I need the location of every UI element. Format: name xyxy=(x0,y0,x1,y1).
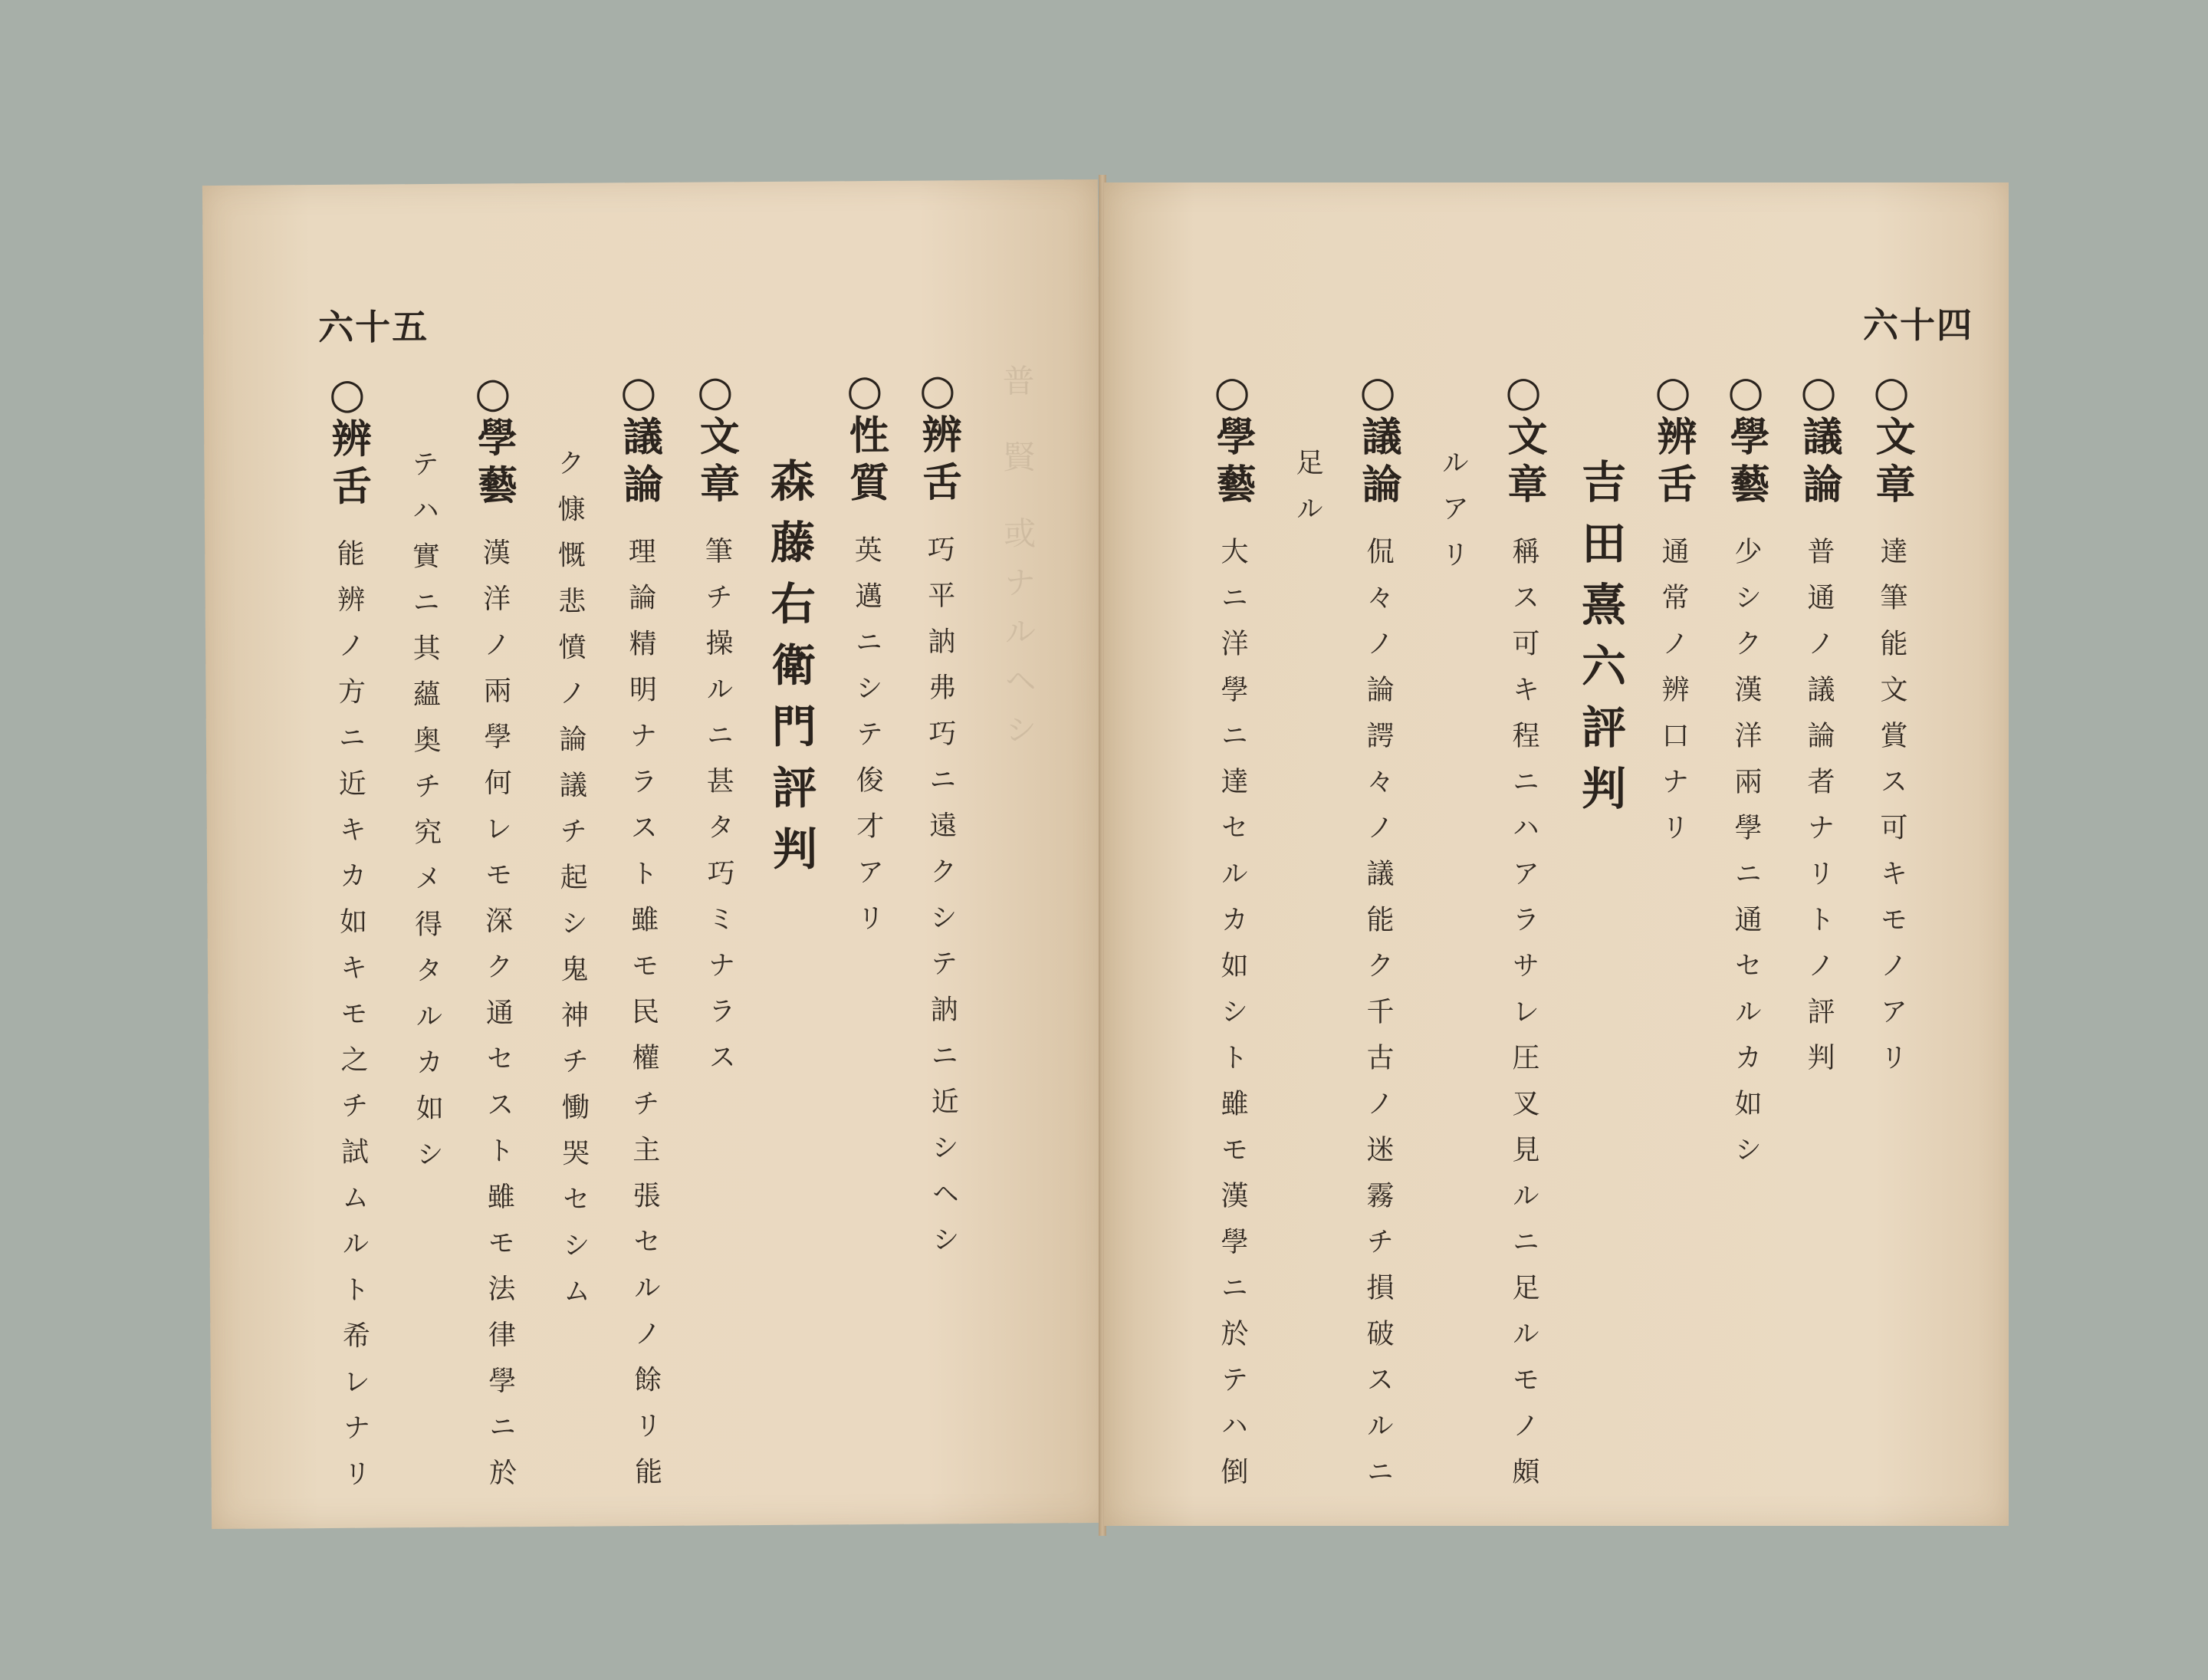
circle-mark: ○ xyxy=(840,364,889,415)
section-heading-right: 吉田熹六評判 xyxy=(1574,459,1626,827)
entry-5 xyxy=(465,367,530,1504)
circle-mark: ○ xyxy=(1867,367,1916,416)
entry-0 xyxy=(1863,367,1921,1089)
entry-key: 文章 xyxy=(1500,416,1547,511)
entry-5 xyxy=(1434,367,1473,586)
entry-text: ルアリ xyxy=(1438,448,1469,586)
circle-mark: ○ xyxy=(912,364,962,414)
entry-1 xyxy=(836,365,898,950)
circle-mark: ○ xyxy=(1208,367,1257,416)
entry-text: 英邁ニシテ俊才アリ xyxy=(850,534,885,950)
entry-text: 足ル xyxy=(1292,448,1323,540)
entry-text: 巧平訥弗巧ニ遠クシテ訥ニ近シヘシ xyxy=(923,534,960,1271)
entry-text: 能辨ノ方ニ近キカ如キモ之チ試ムルト希レナリ xyxy=(333,538,371,1505)
circle-mark: ○ xyxy=(1721,367,1770,416)
entry-text: 稱ス可キ程ニハアラサレ圧叉見ルニ足ルモノ頗 xyxy=(1508,537,1539,1503)
entry-2 xyxy=(687,366,750,1089)
entry-key: 學藝 xyxy=(470,416,518,512)
entry-key: 議論 xyxy=(1355,416,1401,511)
entry-key: 文章 xyxy=(1868,416,1915,511)
circle-mark: ○ xyxy=(613,366,664,416)
entry-0 xyxy=(909,364,973,1271)
entry-text: 理論精明ナラスト雖モ民權チ主張セルノ餘リ能 xyxy=(624,536,662,1504)
circle-mark: ○ xyxy=(322,368,373,419)
entry-text: 普通ノ議論者ナリトノ評判 xyxy=(1803,537,1835,1089)
bleed-through-text: 普 賢 或ナルヘシ xyxy=(997,363,1039,762)
entry-2 xyxy=(1717,367,1775,1181)
entry-text: 少シク漢洋兩學ニ通セルカ如シ xyxy=(1730,537,1762,1181)
circle-mark: ○ xyxy=(690,366,741,416)
circle-mark: ○ xyxy=(1499,367,1548,416)
left-page xyxy=(202,179,1107,1529)
entry-text: 大ニ洋學ニ達セルカ如シト雖モ漢學ニ於テハ倒 xyxy=(1217,537,1248,1503)
entry-text: 侃々ノ論諤々ノ議能ク千古ノ迷霧チ損破スルニ xyxy=(1362,537,1394,1503)
entry-8 xyxy=(1204,367,1261,1503)
circle-mark: ○ xyxy=(1648,367,1697,416)
entry-text: 漢洋ノ兩學何レモ深ク通セスト雖モ法律學ニ於 xyxy=(478,538,517,1504)
entry-3 xyxy=(610,367,675,1503)
entry-key: 議論 xyxy=(1796,416,1842,511)
entry-text: ク慷慨悲憤ノ論議チ起シ鬼神チ慟哭セシム xyxy=(553,448,591,1323)
entry-key: 辨舌 xyxy=(914,413,962,509)
right-page xyxy=(1104,182,2009,1526)
entry-key: 性質 xyxy=(842,413,889,510)
circle-mark: ○ xyxy=(1353,367,1402,416)
entry-text: テハ實ニ其蘊奥チ究メ得タルカ如シ xyxy=(407,449,445,1186)
circle-mark: ○ xyxy=(1794,367,1843,416)
entry-4 xyxy=(549,367,595,1323)
entry-4 xyxy=(1495,367,1552,1503)
circle-mark: ○ xyxy=(468,367,518,417)
open-book xyxy=(207,182,2009,1526)
entry-6 xyxy=(1349,367,1407,1503)
entry-text: 達筆能文賞ス可キモノアリ xyxy=(1876,537,1907,1089)
entry-text: 筆チ操ルニ甚タ巧ミナラス xyxy=(701,536,737,1089)
entry-key: 議論 xyxy=(616,415,663,511)
entry-key: 辨舌 xyxy=(1650,416,1697,511)
entry-key: 學藝 xyxy=(1723,416,1769,511)
page-number-left: 六十五 xyxy=(318,306,429,349)
entry-6 xyxy=(403,368,448,1185)
entry-key: 辨舌 xyxy=(324,417,372,513)
entry-key: 文章 xyxy=(692,415,740,511)
entry-text: 通常ノ辨口ナリ xyxy=(1658,537,1689,859)
entry-1 xyxy=(1790,367,1848,1089)
entry-7 xyxy=(319,369,384,1505)
section-heading-left: 森藤右衛門評判 xyxy=(762,457,818,887)
entry-7 xyxy=(1288,367,1327,540)
entry-3 xyxy=(1644,367,1702,859)
page-number-right: 六十四 xyxy=(1863,304,1973,346)
entry-key: 學藝 xyxy=(1209,416,1256,511)
